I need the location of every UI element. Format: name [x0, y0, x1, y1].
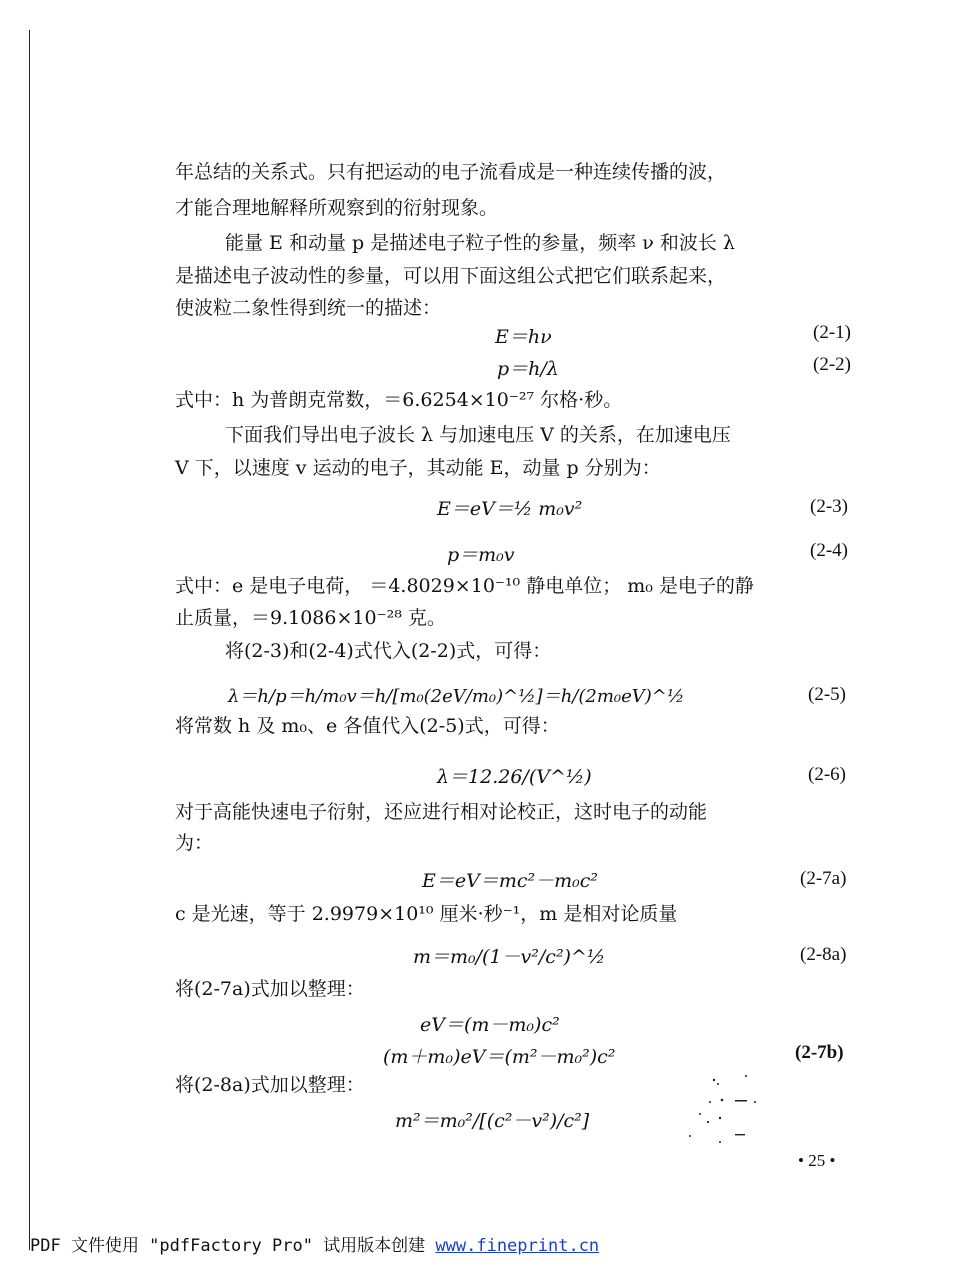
equation: m²＝m₀²/[(c²－v²)/c²] — [395, 1110, 590, 1132]
equation: p＝h/λ — [497, 358, 559, 380]
equation: λ＝h/p＝h/m₀v＝h/[m₀(2eV/m₀)^½]＝h/(2m₀eV)^½ — [228, 686, 685, 707]
paragraph-line: 下面我们导出电子波长 λ 与加速电压 V 的关系，在加速电压 — [225, 424, 731, 446]
equation: E＝eV＝½ m₀v² — [437, 498, 583, 520]
equation-number: (2-7b) — [795, 1042, 844, 1063]
paragraph-line: 能量 E 和动量 p 是描述电子粒子性的参量，频率 ν 和波长 λ — [225, 232, 735, 254]
paragraph-line: 是描述电子波动性的参量，可以用下面这组公式把它们联系起来， — [175, 265, 727, 287]
paragraph-line: 将(2-8a)式加以整理： — [175, 1074, 365, 1096]
paragraph-line: 使波粒二象性得到统一的描述： — [175, 297, 442, 319]
paragraph-line: 将(2-3)和(2-4)式代入(2-2)式，可得： — [225, 640, 552, 662]
equation-number: (2-6) — [808, 764, 846, 785]
equation: E＝eV＝mc²－m₀c² — [422, 870, 599, 892]
paragraph-line: 止质量，＝9.1086×10⁻²⁸ 克。 — [175, 607, 446, 629]
page-margin-line — [29, 30, 30, 1250]
paragraph-line: 式中：e 是电子电荷， ＝4.8029×10⁻¹⁰ 静电单位； m₀ 是电子的静 — [175, 575, 754, 597]
equation-number: (2-7a) — [800, 868, 847, 889]
equation-number: (2-3) — [810, 496, 848, 517]
paragraph-line: 才能合理地解释所观察到的衍射现象。 — [175, 197, 499, 219]
paragraph-line: c 是光速，等于 2.9979×10¹⁰ 厘米·秒⁻¹，m 是相对论质量 — [175, 903, 678, 925]
equation: λ＝12.26/(V^½) — [437, 766, 592, 788]
equation-number: (2-8a) — [800, 944, 847, 965]
equation-number: (2-1) — [813, 322, 851, 343]
paragraph-line: 对于高能快速电子衍射，还应进行相对论校正，这时电子的动能 — [175, 801, 708, 823]
equation-number: (2-4) — [810, 540, 848, 561]
paragraph-line: 为： — [175, 832, 214, 854]
pdf-footer — [30, 1231, 599, 1256]
paragraph-line: 将(2-7a)式加以整理： — [175, 978, 365, 1000]
equation-number: (2-2) — [813, 354, 851, 375]
footer-link[interactable]: www.fineprint.cn — [435, 1236, 600, 1256]
paragraph-line: 式中：h 为普朗克常数，＝6.6254×10⁻²⁷ 尔格·秒。 — [175, 389, 623, 411]
equation: m＝m₀/(1－v²/c²)^½ — [413, 946, 606, 968]
scan-specks — [680, 1070, 780, 1153]
paragraph-line: 将常数 h 及 m₀、e 各值代入(2-5)式，可得： — [175, 715, 560, 737]
paragraph-line: V 下，以速度 v 运动的电子，其动能 E，动量 p 分别为： — [175, 457, 661, 479]
equation-number: (2-5) — [808, 684, 846, 705]
footer-text: PDF 文件使用 "pdfFactory Pro" 试用版本创建 — [30, 1236, 436, 1256]
equation: eV＝(m－m₀)c² — [420, 1014, 560, 1036]
equation: p＝m₀v — [447, 544, 515, 566]
page-number: • 25 • — [798, 1151, 836, 1170]
equation: E＝hν — [495, 326, 552, 348]
equation: (m＋m₀)eV＝(m²－m₀²)c² — [383, 1046, 616, 1068]
paragraph-line: 年总结的关系式。只有把运动的电子流看成是一种连续传播的波， — [175, 161, 727, 183]
